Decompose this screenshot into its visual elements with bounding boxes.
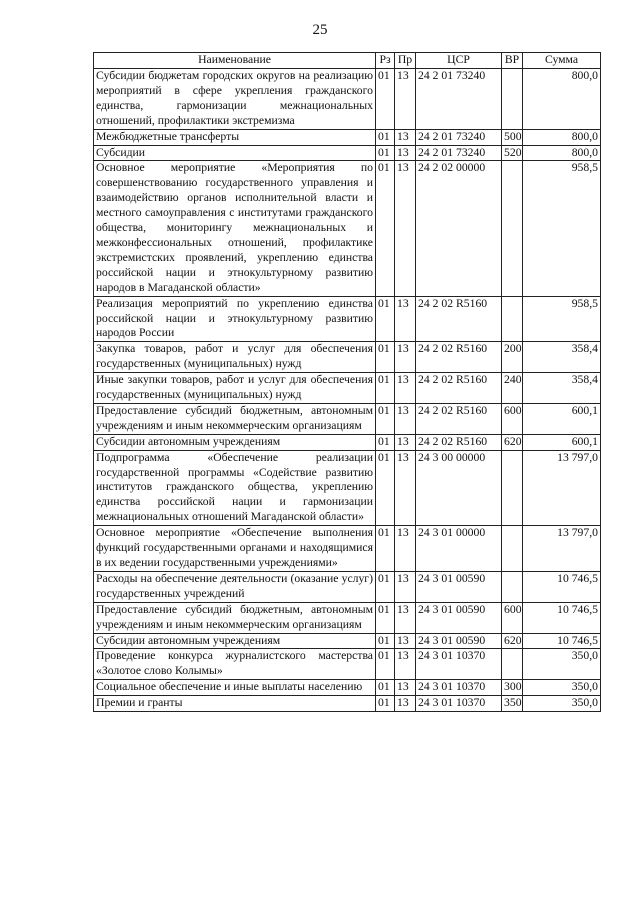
table-row [94, 373, 601, 404]
cell-vr [502, 450, 523, 526]
cell-pr: 13 [395, 403, 416, 434]
table-row [94, 649, 601, 680]
table-row [94, 434, 601, 450]
cell-pr: 13 [395, 649, 416, 680]
cell-vr [502, 649, 523, 680]
header-csr: ЦСР [416, 53, 502, 69]
cell-vr: 500 [502, 129, 523, 145]
cell-rz: 01 [376, 649, 395, 680]
cell-vr: 240 [502, 373, 523, 404]
cell-csr: 24 2 02 00000 [416, 161, 502, 296]
cell-rz: 01 [376, 696, 395, 712]
cell-csr: 24 2 02 R5160 [416, 342, 502, 373]
cell-rz: 01 [376, 680, 395, 696]
cell-name: Социальное обеспечение и иные выплаты населению [94, 680, 376, 696]
header-pr: Пр [395, 53, 416, 69]
cell-sum: 958,5 [523, 296, 601, 342]
cell-sum: 600,1 [523, 434, 601, 450]
table-row [94, 403, 601, 434]
cell-name: Предоставление субсидий бюджетным, автономным учреждениям и иным некоммерческим организациям [94, 602, 376, 633]
cell-sum: 10 746,5 [523, 571, 601, 602]
cell-vr: 620 [502, 434, 523, 450]
cell-rz: 01 [376, 403, 395, 434]
cell-sum: 350,0 [523, 696, 601, 712]
cell-rz: 01 [376, 434, 395, 450]
page-number: 25 [312, 22, 328, 38]
cell-rz: 01 [376, 373, 395, 404]
cell-vr [502, 161, 523, 296]
table-row [94, 129, 601, 145]
cell-sum: 10 746,5 [523, 633, 601, 649]
cell-vr: 620 [502, 633, 523, 649]
cell-csr: 24 2 01 73240 [416, 129, 502, 145]
cell-sum: 350,0 [523, 649, 601, 680]
cell-csr: 24 2 01 73240 [416, 69, 502, 130]
cell-name: Основное мероприятие «Мероприятия по совершенствованию государственного управления и взаимодействию органов исполнительной власти и местного самоуправления с институтами гражданского общества, мониторингу межнациональных и межконфессиональных отношений, профилактике экстремистских проявлений, укреплению единства российской нации и этнокультурному развитию народов в Магаданской области» [94, 161, 376, 296]
cell-rz: 01 [376, 571, 395, 602]
header-sum: Сумма [523, 53, 601, 69]
cell-sum: 800,0 [523, 69, 601, 130]
cell-sum: 13 797,0 [523, 450, 601, 526]
cell-pr: 13 [395, 145, 416, 161]
cell-pr: 13 [395, 161, 416, 296]
table-row [94, 450, 601, 526]
table-row [94, 296, 601, 342]
cell-csr: 24 2 01 73240 [416, 145, 502, 161]
header-vr: ВР [502, 53, 523, 69]
cell-vr [502, 296, 523, 342]
cell-pr: 13 [395, 696, 416, 712]
cell-name: Субсидии бюджетам городских округов на реализацию мероприятий в сфере укрепления гражданского единства, гармонизации межнациональных отношений, профилактики экстремизма [94, 69, 376, 130]
cell-name: Предоставление субсидий бюджетным, автономным учреждениям и иным некоммерческим организациям [94, 403, 376, 434]
cell-name: Проведение конкурса журналистского мастерства «Золотое слово Колымы» [94, 649, 376, 680]
cell-name: Расходы на обеспечение деятельности (оказание услуг) государственных учреждений [94, 571, 376, 602]
cell-sum: 800,0 [523, 145, 601, 161]
cell-rz: 01 [376, 526, 395, 572]
cell-rz: 01 [376, 342, 395, 373]
cell-pr: 13 [395, 526, 416, 572]
cell-csr: 24 3 01 00590 [416, 633, 502, 649]
cell-vr: 350 [502, 696, 523, 712]
cell-csr: 24 3 01 10370 [416, 696, 502, 712]
cell-rz: 01 [376, 145, 395, 161]
cell-sum: 600,1 [523, 403, 601, 434]
cell-name: Закупка товаров, работ и услуг для обеспечения государственных (муниципальных) нужд [94, 342, 376, 373]
header-name: Наименование [94, 53, 376, 69]
cell-pr: 13 [395, 342, 416, 373]
cell-csr: 24 3 01 10370 [416, 680, 502, 696]
cell-sum: 350,0 [523, 680, 601, 696]
cell-pr: 13 [395, 680, 416, 696]
cell-rz: 01 [376, 161, 395, 296]
table-header-row [94, 53, 601, 69]
table-row [94, 602, 601, 633]
cell-rz: 01 [376, 296, 395, 342]
cell-pr: 13 [395, 602, 416, 633]
cell-vr: 520 [502, 145, 523, 161]
cell-vr [502, 69, 523, 130]
cell-name: Межбюджетные трансферты [94, 129, 376, 145]
cell-rz: 01 [376, 129, 395, 145]
table-row [94, 342, 601, 373]
table-row [94, 571, 601, 602]
table-row [94, 680, 601, 696]
cell-vr: 600 [502, 403, 523, 434]
cell-name: Основное мероприятие «Обеспечение выполнения функций государственными органами и находящимися в их ведении государственными учреждениями» [94, 526, 376, 572]
cell-pr: 13 [395, 373, 416, 404]
cell-csr: 24 3 01 00590 [416, 602, 502, 633]
table-row [94, 696, 601, 712]
cell-pr: 13 [395, 434, 416, 450]
cell-csr: 24 3 00 00000 [416, 450, 502, 526]
cell-csr: 24 2 02 R5160 [416, 373, 502, 404]
table-row [94, 161, 601, 296]
table-row [94, 69, 601, 130]
cell-sum: 358,4 [523, 342, 601, 373]
cell-pr: 13 [395, 296, 416, 342]
cell-vr: 200 [502, 342, 523, 373]
cell-name: Иные закупки товаров, работ и услуг для обеспечения государственных (муниципальных) нужд [94, 373, 376, 404]
cell-name: Подпрограмма «Обеспечение реализации государственной программы «Содействие развитию институтов гражданского общества, укреплению единства российской нации и гармонизации межнациональных отношений Магаданской области» [94, 450, 376, 526]
cell-rz: 01 [376, 633, 395, 649]
cell-name: Премии и гранты [94, 696, 376, 712]
cell-name: Реализация мероприятий по укреплению единства российской нации и этнокультурному развитию народов России [94, 296, 376, 342]
cell-sum: 13 797,0 [523, 526, 601, 572]
cell-rz: 01 [376, 602, 395, 633]
cell-name: Субсидии автономным учреждениям [94, 434, 376, 450]
budget-table [93, 52, 601, 712]
cell-csr: 24 2 02 R5160 [416, 403, 502, 434]
cell-csr: 24 2 02 R5160 [416, 296, 502, 342]
cell-sum: 10 746,5 [523, 602, 601, 633]
cell-pr: 13 [395, 450, 416, 526]
cell-pr: 13 [395, 633, 416, 649]
cell-pr: 13 [395, 69, 416, 130]
cell-pr: 13 [395, 129, 416, 145]
cell-name: Субсидии автономным учреждениям [94, 633, 376, 649]
cell-csr: 24 2 02 R5160 [416, 434, 502, 450]
table-row [94, 145, 601, 161]
cell-sum: 800,0 [523, 129, 601, 145]
cell-csr: 24 3 01 00590 [416, 571, 502, 602]
table-row [94, 633, 601, 649]
table-row [94, 526, 601, 572]
cell-vr [502, 526, 523, 572]
cell-vr [502, 571, 523, 602]
header-rz: Рз [376, 53, 395, 69]
cell-name: Субсидии [94, 145, 376, 161]
cell-rz: 01 [376, 450, 395, 526]
cell-rz: 01 [376, 69, 395, 130]
cell-pr: 13 [395, 571, 416, 602]
cell-sum: 958,5 [523, 161, 601, 296]
cell-vr: 300 [502, 680, 523, 696]
cell-vr: 600 [502, 602, 523, 633]
cell-sum: 358,4 [523, 373, 601, 404]
cell-csr: 24 3 01 00000 [416, 526, 502, 572]
cell-csr: 24 3 01 10370 [416, 649, 502, 680]
